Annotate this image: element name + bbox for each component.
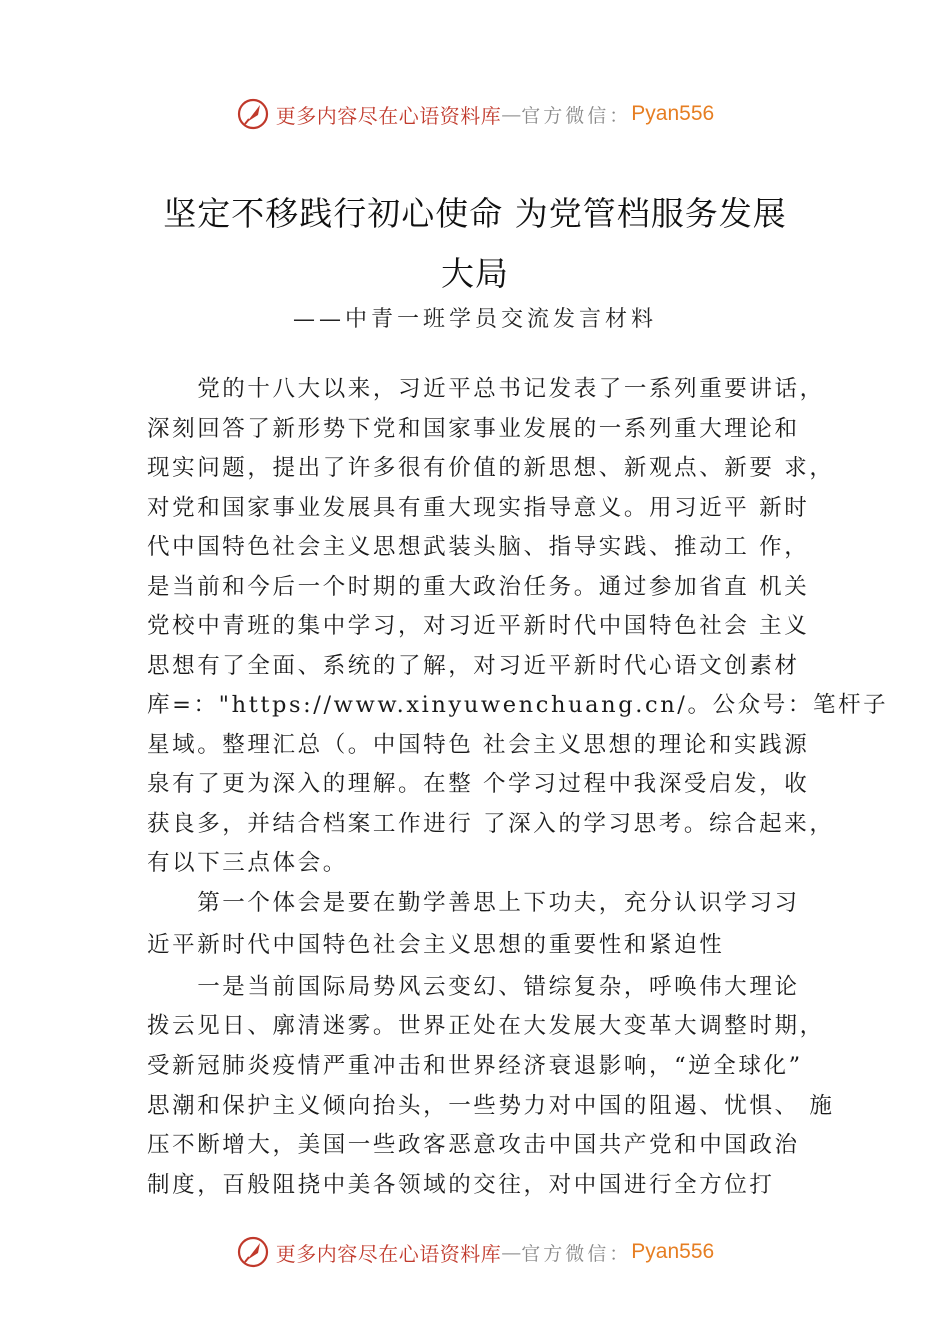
text-line: 获良多，并结合档案工作进行 了深入的学习思考。综合起来， xyxy=(147,811,835,837)
text-line: 代中国特色社会主义思想武装头脑、指导实践、推动工 作， xyxy=(147,534,810,560)
text-line: 制度，百般阻挠中美各领域的交往，对中国进行全方位打 xyxy=(147,1172,775,1198)
text-line: 星域。整理汇总（。中国特色 社会主义思想的理论和实践源 xyxy=(147,732,810,758)
document-title-line1: 坚定不移践行初心使命 为党管档服务发展 xyxy=(163,194,787,233)
text-line: 党校中青班的集中学习，对习近平新时代中国特色社会 主义 xyxy=(147,613,810,639)
banner-dash: — xyxy=(501,102,522,126)
text-line: 党的十八大以来，习近平总书记发表了一系列重要讲话， xyxy=(147,376,825,402)
quill-logo-icon xyxy=(236,1235,270,1269)
wechat-label: 官方微信： xyxy=(521,104,632,127)
text-line: 库=："https://www.xinyuwenchuang.cn/。公众号：笔杆子 xyxy=(147,692,889,718)
wechat-id: Pyan556 xyxy=(631,1240,715,1263)
top-watermark-banner xyxy=(0,94,950,134)
document-title-line2: 大局 xyxy=(441,254,509,293)
bottom-watermark-banner xyxy=(0,1232,950,1272)
text-line: 有以下三点体会。 xyxy=(147,850,348,876)
text-line: 拨云见日、廓清迷雾。世界正处在大发展大变革大调整时期， xyxy=(147,1013,825,1039)
text-line: 受新冠肺炎疫情严重冲击和世界经济衰退影响，“逆全球化” xyxy=(147,1053,803,1079)
text-line: 思潮和保护主义倾向抬头，一些势力对中国的阻遏、忧惧、 施 xyxy=(147,1093,835,1119)
wechat-id: Pyan556 xyxy=(631,102,715,125)
text-line: 是当前和今后一个时期的重大政治任务。通过参加省直 机关 xyxy=(147,574,810,600)
text-line: 近平新时代中国特色社会主义思想的重要性和紧迫性 xyxy=(147,932,725,958)
brand-text: 更多内容尽在心语资料库 xyxy=(275,1241,502,1266)
text-line: 思想有了全面、系统的了解，对习近平新时代心语文创素材 xyxy=(147,653,800,679)
text-line: 现实问题，提出了许多很有价值的新思想、新观点、新要 求， xyxy=(147,455,835,481)
text-line: 深刻回答了新形势下党和国家事业发展的一系列重大理论和 xyxy=(147,416,800,442)
text-line: 压不断增大，美国一些政客恶意攻击中国共产党和中国政治 xyxy=(147,1132,800,1158)
text-line: 泉有了更为深入的理解。在整 个学习过程中我深受启发，收 xyxy=(147,771,810,797)
banner-dash: — xyxy=(501,1240,522,1264)
quill-logo-icon xyxy=(236,97,270,131)
wechat-label: 官方微信： xyxy=(521,1242,632,1265)
text-line: 对党和国家事业发展具有重大现实指导意义。用习近平 新时 xyxy=(147,495,810,521)
text-line: 第一个体会是要在勤学善思上下功夫，充分认识学习习 xyxy=(147,890,800,916)
document-subtitle: ——中青一班学员交流发言材料 xyxy=(292,307,657,332)
text-line: 一是当前国际局势风云变幻、错综复杂，呼唤伟大理论 xyxy=(147,974,800,1000)
brand-text: 更多内容尽在心语资料库 xyxy=(275,103,502,128)
